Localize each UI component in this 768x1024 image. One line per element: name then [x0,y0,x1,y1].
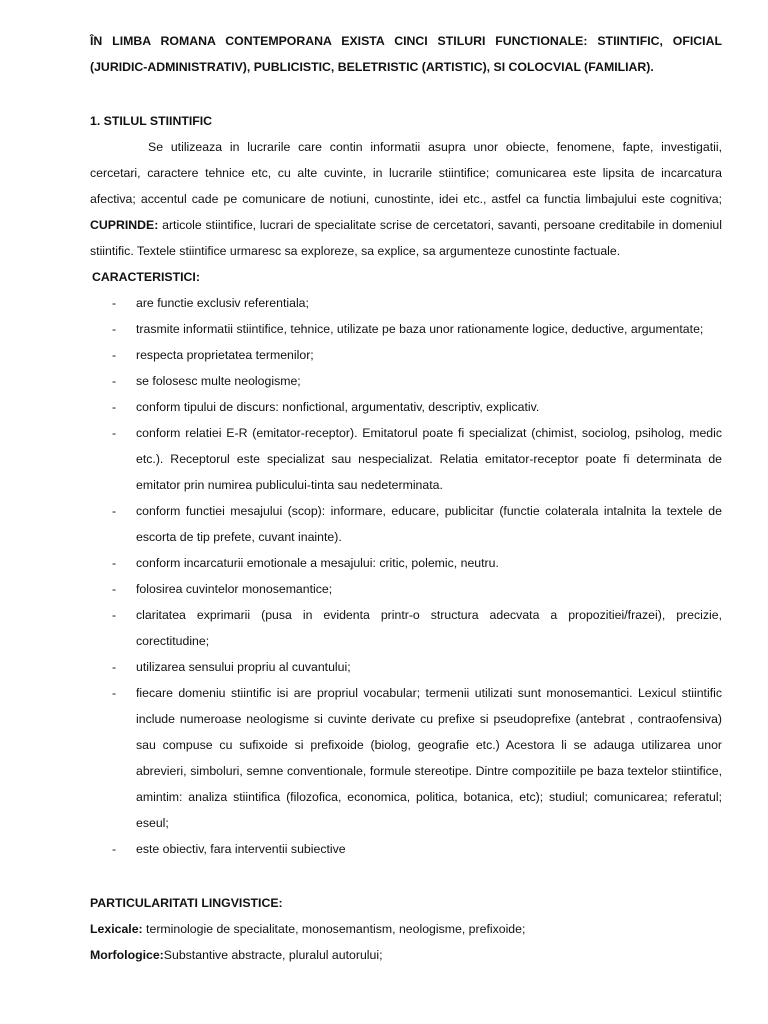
list-item-text: conform relatiei E-R (emitator-receptor). Emitatorul poate fi specializat (chimist, sociolog, psiholog, medic etc.). Receptorul este specializat sau nespecializat. Relatia emitator-receptor poate fi determinata de emitator prin numirea publicului-tinta sau nedeterminata. [136,426,722,492]
list-item-text: conform functiei mesajului (scop): informare, educare, publicitar (functie colaterala intalnita la textele de escorta de tip prefete, cuvant inainte). [136,504,722,544]
list-item-text: utilizarea sensului propriu al cuvantului; [136,660,351,674]
paragraph-a: Se utilizeaza in lucrarile care contin informatii asupra unor obiecte, fenomene, fapte, investigatii, cercetari, caractere tehnice etc, cu alte cuvinte, in lucrarile stiintifice; comunicarea este lipsita de incarcatura afectiva; accentul cade pe comunicare de notiuni, cunostinte, idei etc., astfel ca functia limbajului este cognitiva; [90,140,722,206]
list-item [90,342,722,368]
morfologice-line [90,942,722,968]
particularitati-title: PARTICULARITATI LINGVISTICE: [90,896,283,910]
morfologice-text: Substantive abstracte, pluralul autorului; [163,948,383,962]
bullet-dash: - [112,660,117,674]
bullet-dash: - [112,504,117,518]
bullet-dash: - [112,686,117,700]
list-item [90,368,722,394]
bullet-dash: - [112,348,117,362]
bullet-dash: - [112,842,117,856]
list-item [90,654,722,680]
list-item-text: este obiectiv, fara interventii subiective [136,842,346,856]
lexicale-text: terminologie de specialitate, monosemantism, neologisme, prefixoide; [142,922,526,936]
bullet-dash: - [112,322,117,336]
paragraph-b: articole stiintifice, lucrari de specialitate scrise de cercetatori, savanti, persoane creditabile in domeniul stiintific. Textele stiintifice urmaresc sa exploreze, sa explice, sa argumenteze cunostinte factuale. [90,218,722,258]
bullet-dash: - [112,400,117,414]
list-item [90,420,722,498]
list-item-text: fiecare domeniu stiintific isi are propriul vocabular; termenii utilizati sunt monosemantici. Lexicul stiintific include numeroase neologisme si cuvinte derivate cu prefixe si pseudoprefixe (antebrat , contraofensiva) sau compuse cu sufixoide si prefixoide (biolog, geografie etc.) Acestora li se adauga utilizarea unor abrevieri, simboluri, semne conventionale, formule stereotipe. Dintre compozitiile pe baza textelor stiintifice, amintim: analiza stiintifica (filozofica, economica, politica, botanica, etc); studiul; comunicarea; referatul; eseul; [136,686,722,830]
list-item-text: folosirea cuvintelor monosemantice; [136,582,333,596]
bullet-dash: - [112,374,117,388]
list-item [90,290,722,316]
list-item [90,576,722,602]
characteristics-title: CARACTERISTICI: [92,270,200,284]
morfologice-label: Morfologice: [90,948,164,962]
list-item-text: respecta proprietatea termenilor; [136,348,314,362]
cuprinde-label: CUPRINDE: [90,218,159,232]
list-item-text: are functie exclusiv referentiala; [136,296,309,310]
list-item [90,394,722,420]
list-item [90,498,722,550]
list-item-text: claritatea exprimarii (pusa in evidenta printr-o structura adecvata a propozitiei/frazei), precizie, corectitudine; [136,608,722,648]
list-item [90,602,722,654]
bullet-dash: - [112,582,117,596]
list-item-text: conform incarcaturii emotionale a mesajului: critic, polemic, neutru. [136,556,499,570]
bullet-dash: - [112,608,117,622]
bullet-dash: - [112,296,117,310]
paragraph-description [90,134,722,264]
bullet-dash: - [112,426,117,440]
list-item-text: trasmite informatii stiintifice, tehnice, utilizate pe baza unor rationamente logice, deductive, argumentate; [136,322,704,336]
lexicale-label: Lexicale: [90,922,143,936]
list-item [90,836,722,862]
list-item-text: se folosesc multe neologisme; [136,374,301,388]
section-title: 1. STILUL STIINTIFIC [90,114,213,128]
list-item-text: conform tipului de discurs: nonfictional, argumentativ, descriptiv, explicativ. [136,400,540,414]
bullet-dash: - [112,556,117,570]
lexicale-line [90,916,722,942]
list-item [90,550,722,576]
characteristics-list [90,290,722,862]
list-item [90,316,722,342]
list-item [90,680,722,836]
intro-heading: ÎN LIMBA ROMANA CONTEMPORANA EXISTA CINCI STILURI FUNCTIONALE: STIINTIFIC, OFICIAL (JURIDIC-ADMINISTRATIV), PUBLICISTIC, BELETRISTIC (ARTISTIC), SI COLOCVIAL (FAMILIAR). [90,34,722,74]
